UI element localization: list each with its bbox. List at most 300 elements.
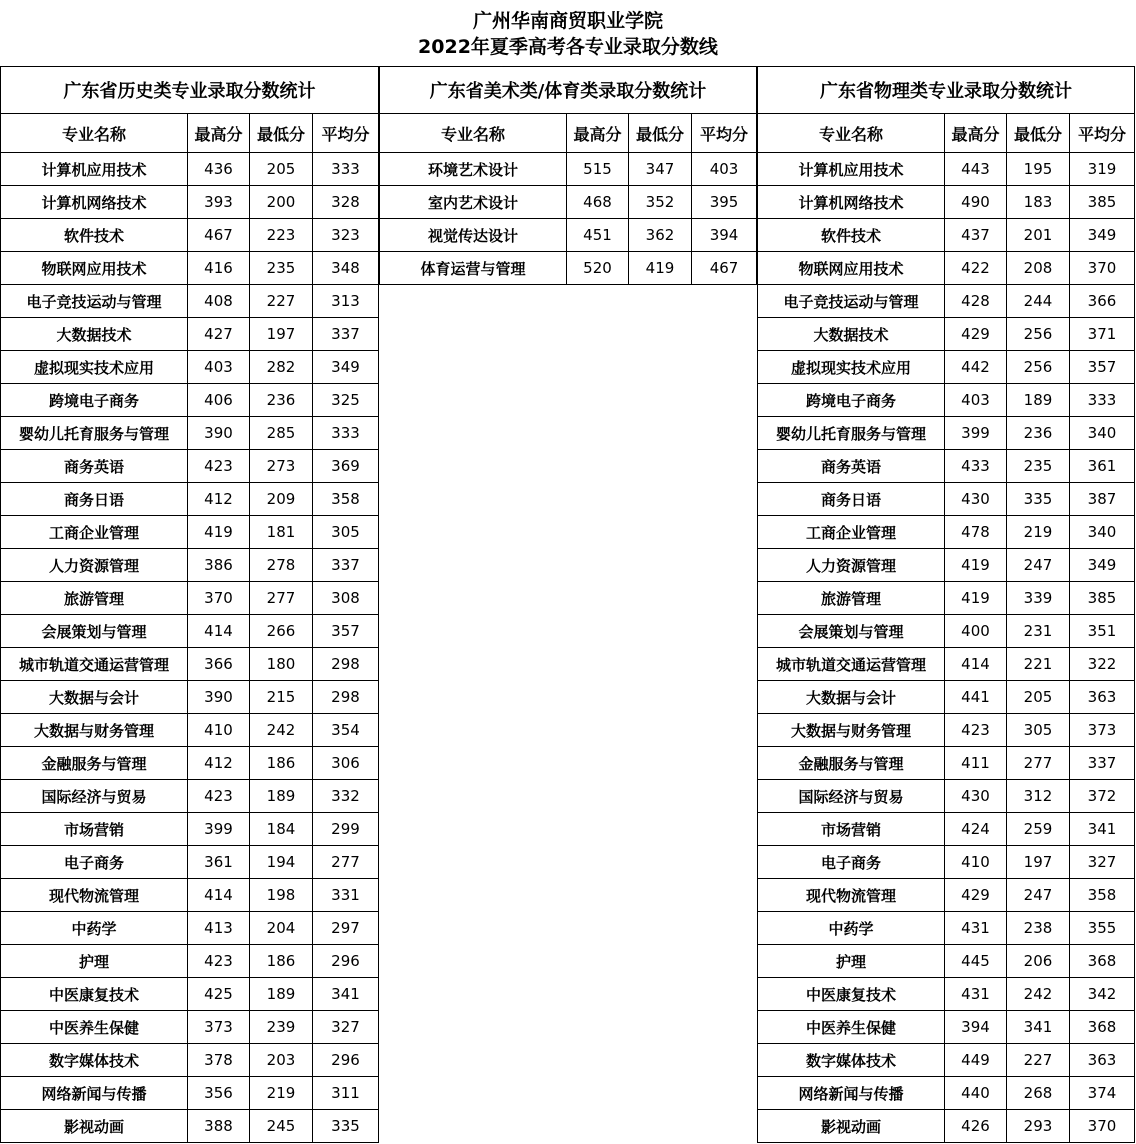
max-score-cell: 413 <box>188 912 250 945</box>
table-row <box>1 747 379 780</box>
table-row <box>1 318 379 351</box>
min-score-cell: 194 <box>250 846 313 879</box>
max-score-cell: 390 <box>188 417 250 450</box>
min-score-cell: 227 <box>250 285 313 318</box>
max-score-cell: 422 <box>945 252 1007 285</box>
max-score-cell: 520 <box>567 252 629 285</box>
min-score-cell: 293 <box>1007 1110 1070 1143</box>
table-row <box>1 582 379 615</box>
major-name-cell: 数字媒体技术 <box>1 1044 188 1077</box>
document-subtitle: 2022年夏季高考各专业录取分数线 <box>418 36 718 58</box>
avg-score-cell: 296 <box>313 945 379 978</box>
max-score-cell: 366 <box>188 648 250 681</box>
min-score-cell: 339 <box>1007 582 1070 615</box>
max-score-cell: 430 <box>945 483 1007 516</box>
min-score-cell: 305 <box>1007 714 1070 747</box>
max-score-cell: 433 <box>945 450 1007 483</box>
min-score-cell: 189 <box>250 780 313 813</box>
table-row <box>758 615 1135 648</box>
min-score-cell: 277 <box>250 582 313 615</box>
major-name-cell: 商务日语 <box>1 483 188 516</box>
major-name-cell: 人力资源管理 <box>758 549 945 582</box>
table-row <box>380 219 757 252</box>
column-header-max: 最高分 <box>567 114 629 153</box>
max-score-cell: 430 <box>945 780 1007 813</box>
avg-score-cell: 332 <box>313 780 379 813</box>
table-row <box>758 1011 1135 1044</box>
major-name-cell: 虚拟现实技术应用 <box>758 351 945 384</box>
major-name-cell: 金融服务与管理 <box>758 747 945 780</box>
max-score-cell: 426 <box>945 1110 1007 1143</box>
max-score-cell: 423 <box>188 780 250 813</box>
table-row <box>758 384 1135 417</box>
major-name-cell: 跨境电子商务 <box>1 384 188 417</box>
avg-score-cell: 328 <box>313 186 379 219</box>
major-name-cell: 婴幼儿托育服务与管理 <box>1 417 188 450</box>
avg-score-cell: 337 <box>313 318 379 351</box>
max-score-cell: 400 <box>945 615 1007 648</box>
major-name-cell: 计算机应用技术 <box>1 153 188 186</box>
table-row <box>380 186 757 219</box>
max-score-cell: 378 <box>188 1044 250 1077</box>
min-score-cell: 215 <box>250 681 313 714</box>
min-score-cell: 195 <box>1007 153 1070 186</box>
avg-score-cell: 327 <box>1070 846 1135 879</box>
max-score-cell: 440 <box>945 1077 1007 1110</box>
major-name-cell: 工商企业管理 <box>758 516 945 549</box>
major-name-cell: 工商企业管理 <box>1 516 188 549</box>
document-title <box>0 0 1136 66</box>
table-row <box>758 1110 1135 1143</box>
min-score-cell: 273 <box>250 450 313 483</box>
table-row <box>1 450 379 483</box>
max-score-cell: 424 <box>945 813 1007 846</box>
max-score-cell: 414 <box>188 615 250 648</box>
max-score-cell: 478 <box>945 516 1007 549</box>
min-score-cell: 197 <box>1007 846 1070 879</box>
major-name-cell: 商务英语 <box>758 450 945 483</box>
min-score-cell: 245 <box>250 1110 313 1143</box>
table-row <box>758 846 1135 879</box>
min-score-cell: 247 <box>1007 549 1070 582</box>
avg-score-cell: 370 <box>1070 252 1135 285</box>
max-score-cell: 445 <box>945 945 1007 978</box>
avg-score-cell: 342 <box>1070 978 1135 1011</box>
min-score-cell: 242 <box>1007 978 1070 1011</box>
min-score-cell: 278 <box>250 549 313 582</box>
min-score-cell: 189 <box>250 978 313 1011</box>
table-row <box>1 978 379 1011</box>
table-row <box>758 681 1135 714</box>
max-score-cell: 431 <box>945 912 1007 945</box>
avg-score-cell: 305 <box>313 516 379 549</box>
column-header-major: 专业名称 <box>758 114 945 153</box>
max-score-cell: 419 <box>945 549 1007 582</box>
table-row <box>758 780 1135 813</box>
table-row <box>1 219 379 252</box>
physics-score-table <box>757 66 1135 1143</box>
max-score-cell: 429 <box>945 879 1007 912</box>
major-name-cell: 计算机网络技术 <box>758 186 945 219</box>
max-score-cell: 425 <box>188 978 250 1011</box>
min-score-cell: 362 <box>629 219 692 252</box>
avg-score-cell: 371 <box>1070 318 1135 351</box>
major-name-cell: 金融服务与管理 <box>1 747 188 780</box>
table-row <box>758 912 1135 945</box>
max-score-cell: 449 <box>945 1044 1007 1077</box>
avg-score-cell: 325 <box>313 384 379 417</box>
min-score-cell: 256 <box>1007 351 1070 384</box>
major-name-cell: 软件技术 <box>1 219 188 252</box>
school-name: 广州华南商贸职业学院 <box>472 10 663 32</box>
column-header-max: 最高分 <box>188 114 250 153</box>
min-score-cell: 236 <box>250 384 313 417</box>
table-row <box>1 417 379 450</box>
min-score-cell: 200 <box>250 186 313 219</box>
avg-score-cell: 277 <box>313 846 379 879</box>
max-score-cell: 412 <box>188 747 250 780</box>
max-score-cell: 393 <box>188 186 250 219</box>
table-row <box>758 153 1135 186</box>
column-header-min: 最低分 <box>629 114 692 153</box>
max-score-cell: 436 <box>188 153 250 186</box>
min-score-cell: 205 <box>1007 681 1070 714</box>
table-row <box>758 549 1135 582</box>
major-name-cell: 影视动画 <box>1 1110 188 1143</box>
avg-score-cell: 349 <box>313 351 379 384</box>
avg-score-cell: 327 <box>313 1011 379 1044</box>
max-score-cell: 451 <box>567 219 629 252</box>
major-name-cell: 网络新闻与传播 <box>1 1077 188 1110</box>
major-name-cell: 中医康复技术 <box>758 978 945 1011</box>
major-name-cell: 中医养生保健 <box>758 1011 945 1044</box>
major-name-cell: 旅游管理 <box>1 582 188 615</box>
table-row <box>1 483 379 516</box>
max-score-cell: 468 <box>567 186 629 219</box>
major-name-cell: 商务英语 <box>1 450 188 483</box>
avg-score-cell: 385 <box>1070 582 1135 615</box>
major-name-cell: 城市轨道交通运营管理 <box>1 648 188 681</box>
min-score-cell: 198 <box>250 879 313 912</box>
major-name-cell: 物联网应用技术 <box>758 252 945 285</box>
major-name-cell: 体育运营与管理 <box>380 252 567 285</box>
avg-score-cell: 306 <box>313 747 379 780</box>
max-score-cell: 429 <box>945 318 1007 351</box>
min-score-cell: 347 <box>629 153 692 186</box>
max-score-cell: 388 <box>188 1110 250 1143</box>
avg-score-cell: 349 <box>1070 549 1135 582</box>
avg-score-cell: 296 <box>313 1044 379 1077</box>
max-score-cell: 515 <box>567 153 629 186</box>
max-score-cell: 373 <box>188 1011 250 1044</box>
avg-score-cell: 395 <box>692 186 757 219</box>
avg-score-cell: 333 <box>313 417 379 450</box>
min-score-cell: 259 <box>1007 813 1070 846</box>
table-row <box>1 186 379 219</box>
table-row <box>758 1044 1135 1077</box>
max-score-cell: 408 <box>188 285 250 318</box>
table-row <box>758 450 1135 483</box>
min-score-cell: 186 <box>250 945 313 978</box>
avg-score-cell: 313 <box>313 285 379 318</box>
table-row <box>758 879 1135 912</box>
min-score-cell: 208 <box>1007 252 1070 285</box>
max-score-cell: 414 <box>188 879 250 912</box>
max-score-cell: 437 <box>945 219 1007 252</box>
major-name-cell: 室内艺术设计 <box>380 186 567 219</box>
min-score-cell: 268 <box>1007 1077 1070 1110</box>
table-row <box>1 285 379 318</box>
max-score-cell: 412 <box>188 483 250 516</box>
min-score-cell: 209 <box>250 483 313 516</box>
max-score-cell: 419 <box>188 516 250 549</box>
history-score-table <box>0 66 379 1143</box>
table-row <box>758 714 1135 747</box>
art-table-title: 广东省美术类/体育类录取分数统计 <box>380 67 757 114</box>
table-row <box>758 582 1135 615</box>
major-name-cell: 现代物流管理 <box>1 879 188 912</box>
table-row <box>1 912 379 945</box>
min-score-cell: 223 <box>250 219 313 252</box>
column-header-max: 最高分 <box>945 114 1007 153</box>
major-name-cell: 中药学 <box>758 912 945 945</box>
avg-score-cell: 340 <box>1070 417 1135 450</box>
max-score-cell: 423 <box>945 714 1007 747</box>
avg-score-cell: 351 <box>1070 615 1135 648</box>
avg-score-cell: 357 <box>313 615 379 648</box>
max-score-cell: 441 <box>945 681 1007 714</box>
major-name-cell: 计算机应用技术 <box>758 153 945 186</box>
table-row <box>1 945 379 978</box>
max-score-cell: 410 <box>188 714 250 747</box>
avg-score-cell: 361 <box>1070 450 1135 483</box>
avg-score-cell: 337 <box>1070 747 1135 780</box>
major-name-cell: 商务日语 <box>758 483 945 516</box>
major-name-cell: 中医康复技术 <box>1 978 188 1011</box>
art-sports-score-table <box>379 66 757 285</box>
major-name-cell: 会展策划与管理 <box>758 615 945 648</box>
min-score-cell: 277 <box>1007 747 1070 780</box>
avg-score-cell: 299 <box>313 813 379 846</box>
major-name-cell: 人力资源管理 <box>1 549 188 582</box>
table-row <box>1 351 379 384</box>
table-row <box>758 186 1135 219</box>
column-header-avg: 平均分 <box>692 114 757 153</box>
history-table-title: 广东省历史类专业录取分数统计 <box>1 67 379 114</box>
max-score-cell: 410 <box>945 846 1007 879</box>
max-score-cell: 467 <box>188 219 250 252</box>
table-row <box>1 153 379 186</box>
max-score-cell: 394 <box>945 1011 1007 1044</box>
min-score-cell: 227 <box>1007 1044 1070 1077</box>
major-name-cell: 环境艺术设计 <box>380 153 567 186</box>
major-name-cell: 数字媒体技术 <box>758 1044 945 1077</box>
major-name-cell: 大数据与财务管理 <box>758 714 945 747</box>
major-name-cell: 大数据与财务管理 <box>1 714 188 747</box>
major-name-cell: 护理 <box>758 945 945 978</box>
avg-score-cell: 368 <box>1070 945 1135 978</box>
table-row <box>380 153 757 186</box>
avg-score-cell: 403 <box>692 153 757 186</box>
min-score-cell: 186 <box>250 747 313 780</box>
max-score-cell: 427 <box>188 318 250 351</box>
avg-score-cell: 358 <box>313 483 379 516</box>
major-name-cell: 电子竞技运动与管理 <box>1 285 188 318</box>
avg-score-cell: 357 <box>1070 351 1135 384</box>
max-score-cell: 416 <box>188 252 250 285</box>
major-name-cell: 市场营销 <box>758 813 945 846</box>
major-name-cell: 国际经济与贸易 <box>758 780 945 813</box>
min-score-cell: 205 <box>250 153 313 186</box>
major-name-cell: 电子竞技运动与管理 <box>758 285 945 318</box>
table-row <box>380 252 757 285</box>
table-row <box>1 780 379 813</box>
min-score-cell: 180 <box>250 648 313 681</box>
avg-score-cell: 323 <box>313 219 379 252</box>
min-score-cell: 238 <box>1007 912 1070 945</box>
major-name-cell: 护理 <box>1 945 188 978</box>
max-score-cell: 428 <box>945 285 1007 318</box>
avg-score-cell: 308 <box>313 582 379 615</box>
avg-score-cell: 363 <box>1070 681 1135 714</box>
major-name-cell: 大数据与会计 <box>1 681 188 714</box>
avg-score-cell: 298 <box>313 681 379 714</box>
column-header-avg: 平均分 <box>1070 114 1135 153</box>
avg-score-cell: 366 <box>1070 285 1135 318</box>
max-score-cell: 423 <box>188 945 250 978</box>
table-row <box>758 1077 1135 1110</box>
major-name-cell: 会展策划与管理 <box>1 615 188 648</box>
max-score-cell: 403 <box>188 351 250 384</box>
max-score-cell: 414 <box>945 648 1007 681</box>
major-name-cell: 大数据技术 <box>758 318 945 351</box>
table-row <box>1 1077 379 1110</box>
avg-score-cell: 319 <box>1070 153 1135 186</box>
major-name-cell: 虚拟现实技术应用 <box>1 351 188 384</box>
table-row <box>1 846 379 879</box>
avg-score-cell: 297 <box>313 912 379 945</box>
min-score-cell: 183 <box>1007 186 1070 219</box>
table-row <box>1 1044 379 1077</box>
table-row <box>1 615 379 648</box>
min-score-cell: 181 <box>250 516 313 549</box>
table-row <box>758 417 1135 450</box>
table-row <box>1 252 379 285</box>
major-name-cell: 中医养生保健 <box>1 1011 188 1044</box>
table-row <box>758 813 1135 846</box>
avg-score-cell: 370 <box>1070 1110 1135 1143</box>
table-row <box>758 252 1135 285</box>
major-name-cell: 大数据技术 <box>1 318 188 351</box>
table-row <box>1 384 379 417</box>
table-row <box>1 879 379 912</box>
major-name-cell: 跨境电子商务 <box>758 384 945 417</box>
max-score-cell: 490 <box>945 186 1007 219</box>
major-name-cell: 电子商务 <box>758 846 945 879</box>
table-row <box>758 351 1135 384</box>
major-name-cell: 软件技术 <box>758 219 945 252</box>
major-name-cell: 国际经济与贸易 <box>1 780 188 813</box>
avg-score-cell: 374 <box>1070 1077 1135 1110</box>
column-header-avg: 平均分 <box>313 114 379 153</box>
major-name-cell: 旅游管理 <box>758 582 945 615</box>
min-score-cell: 184 <box>250 813 313 846</box>
avg-score-cell: 337 <box>313 549 379 582</box>
avg-score-cell: 354 <box>313 714 379 747</box>
avg-score-cell: 387 <box>1070 483 1135 516</box>
avg-score-cell: 467 <box>692 252 757 285</box>
physics-table-title: 广东省物理类专业录取分数统计 <box>758 67 1135 114</box>
table-row <box>758 285 1135 318</box>
avg-score-cell: 368 <box>1070 1011 1135 1044</box>
major-name-cell: 网络新闻与传播 <box>758 1077 945 1110</box>
min-score-cell: 219 <box>250 1077 313 1110</box>
max-score-cell: 386 <box>188 549 250 582</box>
avg-score-cell: 341 <box>1070 813 1135 846</box>
table-row <box>758 648 1135 681</box>
min-score-cell: 242 <box>250 714 313 747</box>
avg-score-cell: 363 <box>1070 1044 1135 1077</box>
major-name-cell: 婴幼儿托育服务与管理 <box>758 417 945 450</box>
major-name-cell: 电子商务 <box>1 846 188 879</box>
avg-score-cell: 348 <box>313 252 379 285</box>
max-score-cell: 406 <box>188 384 250 417</box>
max-score-cell: 399 <box>945 417 1007 450</box>
max-score-cell: 419 <box>945 582 1007 615</box>
avg-score-cell: 349 <box>1070 219 1135 252</box>
max-score-cell: 361 <box>188 846 250 879</box>
major-name-cell: 物联网应用技术 <box>1 252 188 285</box>
avg-score-cell: 355 <box>1070 912 1135 945</box>
table-row <box>758 219 1135 252</box>
major-name-cell: 视觉传达设计 <box>380 219 567 252</box>
avg-score-cell: 322 <box>1070 648 1135 681</box>
table-row <box>758 483 1135 516</box>
max-score-cell: 443 <box>945 153 1007 186</box>
min-score-cell: 219 <box>1007 516 1070 549</box>
max-score-cell: 403 <box>945 384 1007 417</box>
major-name-cell: 大数据与会计 <box>758 681 945 714</box>
major-name-cell: 城市轨道交通运营管理 <box>758 648 945 681</box>
avg-score-cell: 341 <box>313 978 379 1011</box>
avg-score-cell: 331 <box>313 879 379 912</box>
table-row <box>758 945 1135 978</box>
table-row <box>1 549 379 582</box>
min-score-cell: 341 <box>1007 1011 1070 1044</box>
avg-score-cell: 311 <box>313 1077 379 1110</box>
avg-score-cell: 358 <box>1070 879 1135 912</box>
min-score-cell: 189 <box>1007 384 1070 417</box>
table-row <box>1 813 379 846</box>
table-row <box>1 1110 379 1143</box>
min-score-cell: 285 <box>250 417 313 450</box>
min-score-cell: 236 <box>1007 417 1070 450</box>
table-row <box>758 318 1135 351</box>
min-score-cell: 282 <box>250 351 313 384</box>
min-score-cell: 352 <box>629 186 692 219</box>
min-score-cell: 197 <box>250 318 313 351</box>
avg-score-cell: 335 <box>313 1110 379 1143</box>
min-score-cell: 335 <box>1007 483 1070 516</box>
max-score-cell: 356 <box>188 1077 250 1110</box>
min-score-cell: 235 <box>1007 450 1070 483</box>
max-score-cell: 411 <box>945 747 1007 780</box>
avg-score-cell: 298 <box>313 648 379 681</box>
major-name-cell: 影视动画 <box>758 1110 945 1143</box>
max-score-cell: 390 <box>188 681 250 714</box>
table-row <box>1 681 379 714</box>
max-score-cell: 399 <box>188 813 250 846</box>
